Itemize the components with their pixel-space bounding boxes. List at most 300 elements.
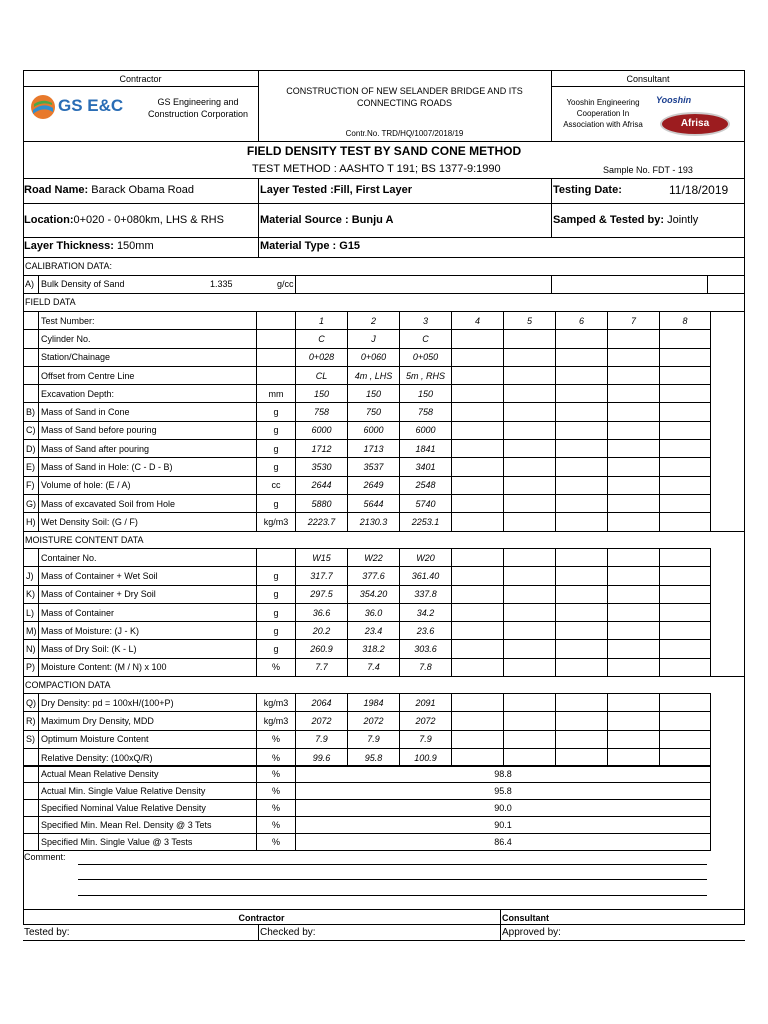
- cell-value: [452, 366, 504, 384]
- table-row: [24, 603, 711, 621]
- cell-value: [504, 658, 556, 676]
- cell-value: [556, 712, 608, 730]
- cell-value: [660, 622, 711, 640]
- summary-table: [23, 765, 711, 851]
- summary-label: Specified Nominal Value Relative Density: [39, 800, 257, 817]
- cell-value: [660, 549, 711, 567]
- sample-number: Sample No. FDT - 193: [603, 165, 693, 175]
- row-unit: kg/m3: [257, 694, 296, 712]
- table-row: [24, 567, 711, 585]
- cell-value: 318.2: [348, 640, 400, 658]
- cell-value: [608, 458, 660, 476]
- table-row: [24, 312, 711, 330]
- cell-value: 2: [348, 312, 400, 330]
- cell-value: [660, 603, 711, 621]
- cell-value: [452, 421, 504, 439]
- row-unit: g: [257, 567, 296, 585]
- cell-value: [452, 458, 504, 476]
- row-letter: [24, 834, 39, 851]
- row-label: Relative Density: (100xQ/R): [39, 748, 257, 766]
- cell-value: [504, 421, 556, 439]
- cell-value: [608, 366, 660, 384]
- consultant-label: Consultant: [626, 74, 670, 84]
- summary-unit: %: [257, 817, 296, 834]
- row-unit: g: [257, 622, 296, 640]
- cell-value: [660, 348, 711, 366]
- table-row: [24, 640, 711, 658]
- cell-value: 5: [504, 312, 556, 330]
- cell-value: 303.6: [400, 640, 452, 658]
- cell-value: [504, 694, 556, 712]
- cell-value: [608, 567, 660, 585]
- cell-value: [660, 694, 711, 712]
- cell-value: [556, 694, 608, 712]
- moisture-heading: MOISTURE CONTENT DATA: [25, 535, 144, 545]
- table-row: [24, 385, 711, 403]
- contractor-name-1: GS Engineering and: [157, 97, 239, 107]
- cell-value: [608, 694, 660, 712]
- layer-tested: Layer Tested :Fill, First Layer: [260, 184, 413, 196]
- cell-value: [660, 658, 711, 676]
- row-unit: [257, 348, 296, 366]
- row-unit: [257, 312, 296, 330]
- row-label: Mass of Container + Dry Soil: [39, 585, 257, 603]
- cell-value: 34.2: [400, 603, 452, 621]
- summary-value: 90.0: [296, 800, 711, 817]
- table-row: [24, 658, 711, 676]
- cell-value: [556, 622, 608, 640]
- cell-value: [452, 603, 504, 621]
- cell-value: [660, 403, 711, 421]
- cell-value: [504, 622, 556, 640]
- cell-value: [452, 385, 504, 403]
- cell-value: [452, 403, 504, 421]
- comment-label: Comment:: [24, 852, 66, 862]
- cell-value: [608, 403, 660, 421]
- row-unit: %: [257, 658, 296, 676]
- cell-value: CL: [296, 366, 348, 384]
- row-unit: [257, 366, 296, 384]
- cell-value: [452, 585, 504, 603]
- cell-value: [556, 476, 608, 494]
- cell-value: [452, 476, 504, 494]
- row-unit: [257, 330, 296, 348]
- summary-label: Specified Min. Single Value @ 3 Tests: [39, 834, 257, 851]
- row-unit: kg/m3: [257, 513, 296, 531]
- cell-value: [608, 658, 660, 676]
- row-label: Mass of Moisture: (J - K): [39, 622, 257, 640]
- summary-unit: %: [257, 783, 296, 800]
- cell-value: [504, 567, 556, 585]
- cell-value: 7.4: [348, 658, 400, 676]
- summary-row: [24, 766, 711, 783]
- cell-value: 150: [348, 385, 400, 403]
- cell-value: [556, 585, 608, 603]
- cell-value: 2649: [348, 476, 400, 494]
- table-row: [24, 348, 711, 366]
- cell-value: [556, 458, 608, 476]
- cell-value: 4: [452, 312, 504, 330]
- cell-value: [660, 513, 711, 531]
- cell-value: [504, 730, 556, 748]
- cell-value: [608, 330, 660, 348]
- row-unit: kg/m3: [257, 712, 296, 730]
- summary-label: Actual Mean Relative Density: [39, 766, 257, 783]
- row-unit: %: [257, 748, 296, 766]
- row-label: Dry Density: pd = 100xH/(100+P): [39, 694, 257, 712]
- cell-value: 2644: [296, 476, 348, 494]
- cell-value: [504, 366, 556, 384]
- summary-unit: %: [257, 834, 296, 851]
- row-label: Mass of excavated Soil from Hole: [39, 494, 257, 512]
- calibration-unit: g/cc: [277, 279, 294, 289]
- table-row: [24, 585, 711, 603]
- project-title-1: CONSTRUCTION OF NEW SELANDER BRIDGE AND ITS: [286, 86, 523, 96]
- testing-date-label: Testing Date:: [553, 184, 622, 196]
- row-letter: N): [24, 640, 39, 658]
- row-unit: g: [257, 603, 296, 621]
- cell-value: [452, 513, 504, 531]
- cell-value: 337.8: [400, 585, 452, 603]
- row-label: Optimum Moisture Content: [39, 730, 257, 748]
- cell-value: 361.40: [400, 567, 452, 585]
- row-letter: J): [24, 567, 39, 585]
- cell-value: [452, 494, 504, 512]
- cell-value: [504, 385, 556, 403]
- table-row: [24, 494, 711, 512]
- row-letter: F): [24, 476, 39, 494]
- table-row: [24, 421, 711, 439]
- cell-value: [504, 476, 556, 494]
- cell-value: 758: [400, 403, 452, 421]
- cell-value: [556, 603, 608, 621]
- cell-value: [556, 440, 608, 458]
- cell-value: [556, 330, 608, 348]
- cell-value: [608, 748, 660, 766]
- cell-value: [556, 640, 608, 658]
- checked-by: Checked by:: [260, 927, 316, 938]
- cell-value: [504, 603, 556, 621]
- table-row: [24, 458, 711, 476]
- row-label: Mass of Sand after pouring: [39, 440, 257, 458]
- cell-value: 7.7: [296, 658, 348, 676]
- row-letter: K): [24, 585, 39, 603]
- summary-row: [24, 834, 711, 851]
- cell-value: [504, 513, 556, 531]
- summary-value: 95.8: [296, 783, 711, 800]
- row-letter: [24, 549, 39, 567]
- cell-value: 1713: [348, 440, 400, 458]
- cell-value: 150: [400, 385, 452, 403]
- cell-value: [504, 585, 556, 603]
- cell-value: W15: [296, 549, 348, 567]
- cell-value: [556, 730, 608, 748]
- table-row: [24, 549, 711, 567]
- cell-value: 1: [296, 312, 348, 330]
- row-letter: [24, 800, 39, 817]
- row-letter: [24, 385, 39, 403]
- cell-value: [504, 458, 556, 476]
- cell-value: 2130.3: [348, 513, 400, 531]
- cell-value: [660, 366, 711, 384]
- row-letter: [24, 783, 39, 800]
- cell-value: 2548: [400, 476, 452, 494]
- cell-value: [660, 585, 711, 603]
- cell-value: [556, 748, 608, 766]
- calibration-label: Bulk Density of Sand: [41, 279, 125, 289]
- cell-value: 5880: [296, 494, 348, 512]
- cell-value: 0+028: [296, 348, 348, 366]
- summary-unit: %: [257, 766, 296, 783]
- calibration-value: 1.335: [210, 279, 233, 289]
- summary-unit: %: [257, 800, 296, 817]
- cell-value: 2223.7: [296, 513, 348, 531]
- cell-value: [608, 712, 660, 730]
- calibration-section: [23, 258, 745, 294]
- row-label: Mass of Sand in Hole: (C - D - B): [39, 458, 257, 476]
- row-label: Mass of Dry Soil: (K - L): [39, 640, 257, 658]
- approved-by: Approved by:: [502, 927, 561, 938]
- cell-value: [608, 622, 660, 640]
- row-letter: D): [24, 440, 39, 458]
- cell-value: 3401: [400, 458, 452, 476]
- cell-value: [608, 603, 660, 621]
- cell-value: [660, 458, 711, 476]
- cell-value: 5644: [348, 494, 400, 512]
- cell-value: [556, 658, 608, 676]
- cell-value: 6000: [296, 421, 348, 439]
- cell-value: [660, 712, 711, 730]
- row-unit: g: [257, 403, 296, 421]
- cell-value: 4m , LHS: [348, 366, 400, 384]
- table-row: [24, 403, 711, 421]
- summary-value: 86.4: [296, 834, 711, 851]
- testing-date: 11/18/2019: [669, 183, 729, 197]
- row-letter: B): [24, 403, 39, 421]
- contractor-label: Contractor: [119, 74, 162, 84]
- row-letter: [24, 766, 39, 783]
- cell-value: [452, 440, 504, 458]
- cell-value: 99.6: [296, 748, 348, 766]
- summary-value: 90.1: [296, 817, 711, 834]
- row-label: Station/Chainage: [39, 348, 257, 366]
- contractor-name-2: Construction Corporation: [147, 109, 249, 119]
- cell-value: C: [296, 330, 348, 348]
- cell-value: [556, 348, 608, 366]
- cell-value: [504, 440, 556, 458]
- cell-value: [660, 421, 711, 439]
- cell-value: [556, 403, 608, 421]
- cell-value: [452, 549, 504, 567]
- row-label: Mass of Sand before pouring: [39, 421, 257, 439]
- cell-value: [452, 748, 504, 766]
- cell-value: [452, 658, 504, 676]
- consultant-line-1: Yooshin Engineering: [566, 98, 640, 107]
- cell-value: [504, 403, 556, 421]
- cell-value: [452, 640, 504, 658]
- row-label: Maximum Dry Density, MDD: [39, 712, 257, 730]
- cell-value: 1984: [348, 694, 400, 712]
- cell-value: [660, 748, 711, 766]
- row-letter: [24, 348, 39, 366]
- compaction-data-table: [23, 693, 711, 767]
- location-row: Location:0+020 - 0+080km, LHS & RHS: [24, 214, 224, 226]
- cell-value: 2072: [296, 712, 348, 730]
- table-row: [24, 748, 711, 766]
- cell-value: 7.9: [296, 730, 348, 748]
- consultant-line-3: Association with Afrisa: [563, 120, 643, 129]
- cell-value: 317.7: [296, 567, 348, 585]
- cell-value: W22: [348, 549, 400, 567]
- cell-value: [556, 366, 608, 384]
- cell-value: [452, 330, 504, 348]
- cell-value: [504, 640, 556, 658]
- cell-value: [556, 494, 608, 512]
- cell-value: 8: [660, 312, 711, 330]
- cell-value: [660, 567, 711, 585]
- cell-value: 2064: [296, 694, 348, 712]
- summary-row: [24, 817, 711, 834]
- row-letter: S): [24, 730, 39, 748]
- cell-value: 7.9: [400, 730, 452, 748]
- row-letter: P): [24, 658, 39, 676]
- summary-row: [24, 783, 711, 800]
- cell-value: [660, 494, 711, 512]
- cell-value: 95.8: [348, 748, 400, 766]
- cell-value: [660, 385, 711, 403]
- compaction-heading: COMPACTION DATA: [25, 680, 111, 690]
- cell-value: 0+050: [400, 348, 452, 366]
- moisture-data-table: [23, 548, 711, 677]
- row-letter: [24, 817, 39, 834]
- cell-value: 260.9: [296, 640, 348, 658]
- row-unit: g: [257, 440, 296, 458]
- tested-by: Tested by:: [24, 927, 70, 938]
- cell-value: 150: [296, 385, 348, 403]
- row-letter: G): [24, 494, 39, 512]
- cell-value: 0+060: [348, 348, 400, 366]
- cell-value: [556, 567, 608, 585]
- cell-value: [504, 330, 556, 348]
- footer-consultant: Consultant: [502, 913, 549, 923]
- row-label: Container No.: [39, 549, 257, 567]
- cell-value: [608, 640, 660, 658]
- cell-value: 100.9: [400, 748, 452, 766]
- cell-value: 7: [608, 312, 660, 330]
- cell-value: [608, 585, 660, 603]
- cell-value: [608, 494, 660, 512]
- row-unit: mm: [257, 385, 296, 403]
- yooshin-logo-icon: Yooshin: [656, 95, 692, 105]
- cell-value: 1712: [296, 440, 348, 458]
- row-unit: g: [257, 585, 296, 603]
- row-unit: [257, 549, 296, 567]
- cell-value: 2072: [348, 712, 400, 730]
- cell-value: 6000: [400, 421, 452, 439]
- cell-value: [608, 421, 660, 439]
- cell-value: 3537: [348, 458, 400, 476]
- calibration-letter: A): [25, 279, 34, 289]
- table-row: [24, 712, 711, 730]
- cell-value: 5740: [400, 494, 452, 512]
- row-label: Mass of Sand in Cone: [39, 403, 257, 421]
- cell-value: 7.9: [348, 730, 400, 748]
- cell-value: 20.2: [296, 622, 348, 640]
- cell-value: 3530: [296, 458, 348, 476]
- cell-value: [660, 640, 711, 658]
- cell-value: 750: [348, 403, 400, 421]
- sampled-row: Samped & Tested by: Jointly: [553, 214, 699, 226]
- project-title-2: CONNECTING ROADS: [356, 98, 452, 108]
- summary-row: [24, 800, 711, 817]
- cell-value: [660, 476, 711, 494]
- row-unit: %: [257, 730, 296, 748]
- row-letter: [24, 366, 39, 384]
- cell-value: J: [348, 330, 400, 348]
- cell-value: [608, 348, 660, 366]
- table-row: [24, 622, 711, 640]
- cell-value: [504, 748, 556, 766]
- cell-value: 377.6: [348, 567, 400, 585]
- summary-label: Actual Min. Single Value Relative Density: [39, 783, 257, 800]
- row-letter: M): [24, 622, 39, 640]
- cell-value: [556, 421, 608, 439]
- row-label: Moisture Content: (M / N) x 100: [39, 658, 257, 676]
- row-unit: g: [257, 494, 296, 512]
- footer-contractor: Contractor: [238, 913, 285, 923]
- summary-value: 98.8: [296, 766, 711, 783]
- cell-value: 36.6: [296, 603, 348, 621]
- cell-value: 6000: [348, 421, 400, 439]
- cell-value: 2253.1: [400, 513, 452, 531]
- cell-value: 297.5: [296, 585, 348, 603]
- cell-value: [504, 712, 556, 730]
- cell-value: [660, 440, 711, 458]
- row-unit: g: [257, 458, 296, 476]
- row-unit: cc: [257, 476, 296, 494]
- cell-value: [608, 549, 660, 567]
- gs-logo-icon: [30, 94, 56, 120]
- row-unit: g: [257, 640, 296, 658]
- row-letter: R): [24, 712, 39, 730]
- cell-value: 2072: [400, 712, 452, 730]
- material-type: Material Type : G15: [260, 240, 361, 252]
- row-label: Excavation Depth:: [39, 385, 257, 403]
- row-label: Mass of Container: [39, 603, 257, 621]
- row-letter: [24, 748, 39, 766]
- contractor-logo-text: GS E&C: [58, 96, 124, 115]
- table-row: [24, 476, 711, 494]
- cell-value: C: [400, 330, 452, 348]
- cell-value: W20: [400, 549, 452, 567]
- row-letter: L): [24, 603, 39, 621]
- cell-value: 3: [400, 312, 452, 330]
- test-method: TEST METHOD : AASHTO T 191; BS 1377-9:1990: [252, 163, 501, 175]
- row-letter: E): [24, 458, 39, 476]
- row-letter: [24, 312, 39, 330]
- cell-value: [452, 567, 504, 585]
- afrisa-logo-icon: Afrisa: [660, 112, 730, 136]
- cell-value: [660, 730, 711, 748]
- calibration-heading: CALIBRATION DATA:: [25, 261, 113, 271]
- cell-value: [608, 385, 660, 403]
- cell-value: [556, 513, 608, 531]
- summary-label: Specified Min. Mean Rel. Density @ 3 Tets: [39, 817, 257, 834]
- cell-value: [660, 330, 711, 348]
- row-label: Wet Density Soil: (G / F): [39, 513, 257, 531]
- table-row: [24, 730, 711, 748]
- layer-thickness-row: Layer Thickness: 150mm: [24, 240, 154, 252]
